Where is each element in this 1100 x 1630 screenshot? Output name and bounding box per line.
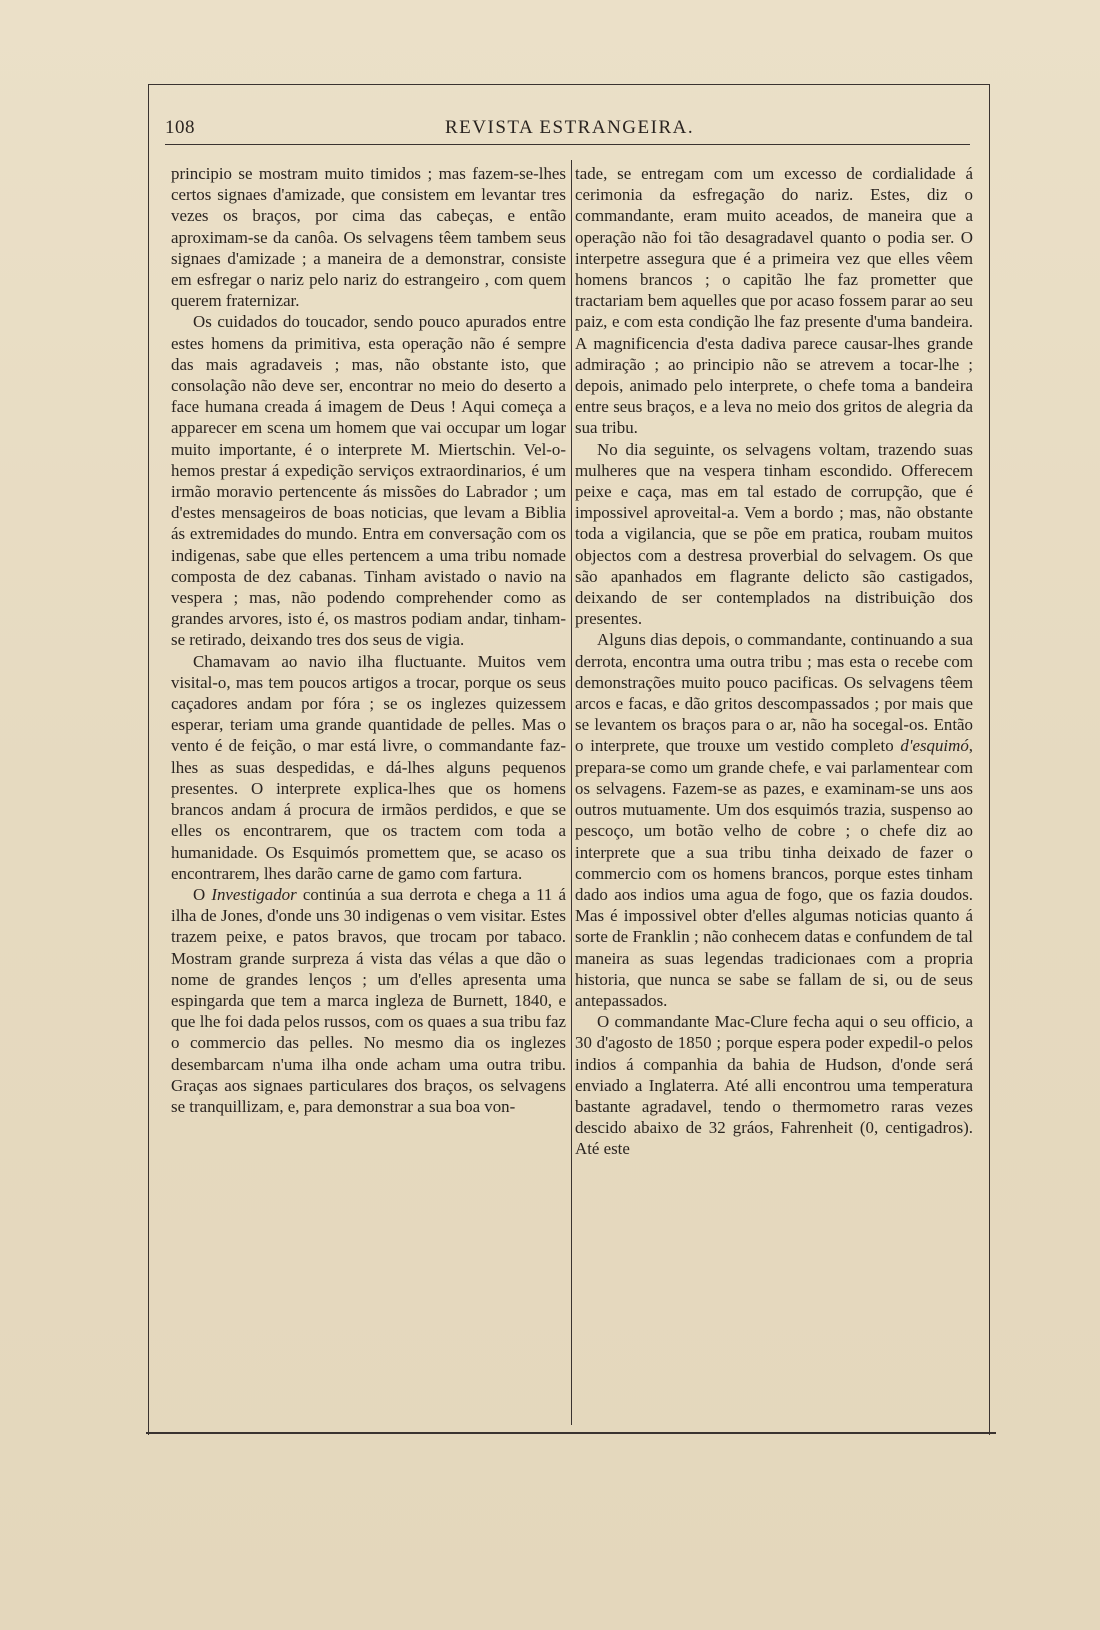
paragraph: tade, se entregam com um excesso de cordialidade á cerimonia da esfregação do nariz. Estes, diz o commandante, eram muito aceados, de maneira que a operação não foi tão desagradavel quanto o podia ser. O interpetre assegura que é a primeira vez que elles vêem homens brancos ; o capitão lhe faz prometter que tractariam bem aquelles que por acaso fossem parar ao seu paiz, e com esta condição lhe faz presente d'uma bandeira. A magnificencia d'esta dadiva parece causar-lhes grande admiração ; ao principio não se atrevem a tocar-lhe ; depois, animado pelo interprete, o chefe toma a bandeira entre seus braços, e a leva no meio dos gritos de alegria da sua tribu. bbox=[575, 164, 973, 438]
paragraph: Chamavam ao navio ilha fluctuante. Muitos vem visital-o, mas tem poucos artigos a trocar, porque os seus caçadores andam por fóra ; se os inglezes quizessem esperar, teriam uma grande quantidade de pelles. Mas o vento é de feição, o mar está livre, o commandante faz-lhes as suas despedidas, e dá-lhes alguns pequenos presentes. O interprete explica-lhes que os homens brancos andam á procura de irmãos perdidos, e que se elles os encontrarem, que os tractem com toda a humanidade. Os Esquimós promettem que, se acaso os encontrarem, lhes darão carne de gamo com fartura. bbox=[171, 651, 566, 883]
right-column bbox=[575, 163, 973, 1428]
paragraph: Os cuidados do toucador, sendo pouco apurados entre estes homens da primitiva, esta operação não é sempre das mais agradaveis ; mas, não obstante isto, que consolação não deve ser, encontrar no meio do deserto a face humana creada á imagem de Deus ! Aqui começa a apparecer em scena um homem que vai occupar um logar muito importante, é o interprete M. Miertschin. Vel-o-hemos prestar á expedição serviços extraordinarios, é um irmão moravio pertencente ás missões do Labrador ; um d'estes mensageiros de boas noticias, que levam a Biblia ás extremidades do mundo. Entra em conversação com os indigenas, sabe que elles pertencem a uma tribu nomade composta de dez cabanas. Tinham avistado o navio na vespera ; mas, não podendo comprehender como as grandes arvores, isto é, os mastros podiam andar, tinham-se retirado, deixando tres dos seus de vigia. bbox=[171, 312, 566, 650]
header-rule bbox=[165, 144, 970, 145]
paragraph: principio se mostram muito timidos ; mas fazem-se-lhes certos signaes d'amizade, que consistem em levantar tres vezes os braços, por cima das cabeças, e então aproximam-se da canôa. Os selvagens têem tambem seus signaes d'amizade ; a maneira de a demonstrar, consiste em esfregar o nariz pelo nariz do estrangeiro , com quem querem fraternizar. bbox=[171, 164, 566, 311]
text-run: continúa a sua derrota e chega a 11 á ilha de Jones, d'onde uns 30 indigenas o vem visitar. Estes trazem peixe, e patos bravos, que trocam por tabaco. Mostram grande surpreza á vista das vélas a que dão o nome de grandes lenços ; um d'elles apresenta uma espingarda que tem a marca ingleza de Burnett, 1840, e que lhe foi dada pelos russos, com os quaes a sua tribu faz o commercio das pelles. No mesmo dia os inglezes desembarcam n'uma ilha onde acham uma outra tribu. Graças aos signaes particulares dos braços, os selvagens se tranquillizam, e, para demonstrar a sua boa von- bbox=[171, 884, 566, 1116]
column-divider bbox=[571, 160, 572, 1425]
paragraph: No dia seguinte, os selvagens voltam, trazendo suas mulheres que na vespera tinham escondido. Offerecem peixe e caça, mas em tal estado de corrupção, que é impossivel aproveital-a. Vem a bordo ; mas, não obstante toda a vigilancia, que se põe em pratica, roubam muitos objectos com a destresa proverbial do selvagem. Os que são apanhados em flagrante delicto são castigados, deixando de ser contemplados na distribuição dos presentes. bbox=[575, 439, 973, 629]
page-header bbox=[165, 101, 970, 139]
italic-term: d'esquimó bbox=[900, 736, 969, 756]
text-run: Alguns dias depois, o commandante, continuando a sua derrota, encontra uma outra tribu ; mas esta o recebe com demonstrações muito pouco pacificas. Os selvagens têem arcos e facas, e dão gritos descompassados ; por mais que se levantem os braços para o ar, não ha socegal-os. Então o interprete, que trouxe um vestido completo bbox=[575, 630, 973, 756]
paragraph bbox=[171, 884, 566, 1117]
paragraph: O commandante Mac-Clure fecha aqui o seu officio, a 30 d'agosto de 1850 ; porque espera poder expedil-o pelos indios á companhia da bahia de Hudson, d'onde será enviado a Inglaterra. Até alli encontrou uma temperatura bastante agradavel, tendo o thermometro raras vezes descido abaixo de 32 gráos, Fahrenheit (0, centigadros). Até este bbox=[575, 1012, 973, 1159]
page-number: 108 bbox=[165, 117, 195, 138]
paragraph bbox=[575, 629, 973, 1011]
ship-name-italic: Investigador bbox=[211, 884, 297, 904]
bottom-rule bbox=[146, 1432, 996, 1434]
left-column bbox=[171, 163, 566, 1428]
text-run: , prepara-se como um grande chefe, e vai parlamentear com os selvagens. Fazem-se as pazes, e examinam-se uns aos outros mutuamente. Um dos esquimós trazia, suspenso ao pescoço, um botão velho de cobre ; o chefe diz ao interprete que a sua tribu tinha deixado de fazer o commercio com os homens brancos, porque estes tinham dado aos indios uma agua de fogo, que os fazia doudos. Mas é impossivel obter d'elles algumas noticias quanto á sorte de Franklin ; não conhecem datas e confundem de tal maneira as suas legendas tradicionaes com a propria historia, que nunca se sabe se fallam de si, ou de seus antepassados. bbox=[575, 736, 973, 1010]
text-run: O bbox=[193, 884, 212, 904]
running-title: REVISTA ESTRANGEIRA. bbox=[445, 117, 695, 138]
